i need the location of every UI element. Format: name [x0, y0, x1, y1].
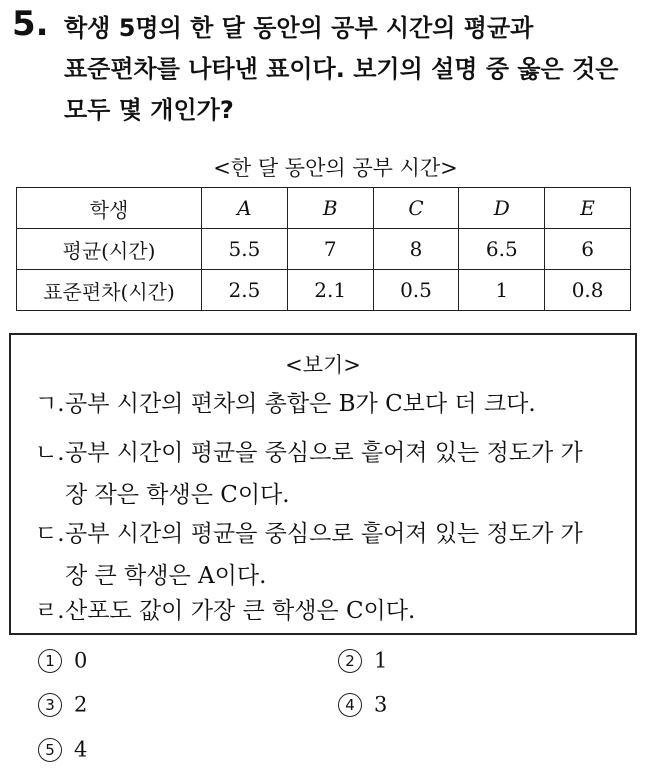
bogi-title: <보기> [285, 353, 361, 377]
bogi-item-text: 공부 시간이 평균을 중심으로 흩어져 있는 정도가 가 [65, 440, 583, 466]
question-number: 5. [12, 4, 49, 44]
table-cell: 표준편차(시간) [17, 270, 202, 311]
table-row-mean [17, 229, 631, 270]
choice-value: 2 [74, 692, 88, 717]
bogi-item-text: 공부 시간의 편차의 총합은 B가 C보다 더 크다. [65, 391, 536, 417]
bogi-item-text: 산포도 값이 가장 큰 학생은 C이다. [65, 598, 416, 624]
choice-value: 4 [74, 737, 88, 762]
table-cell: 0.5 [373, 270, 459, 311]
choice-value: 3 [374, 692, 388, 717]
table-cell: 0.8 [545, 270, 631, 311]
choice-number: 5 [38, 738, 62, 762]
question-text: 학생 5명의 한 달 동안의 공부 시간의 평균과 표준편차를 나타낸 표이다. 보기의 설명 중 옳은 것은 모두 몇 개인가? [64, 14, 619, 124]
table-cell: 6.5 [459, 229, 545, 270]
table-cell: 5.5 [202, 229, 288, 270]
table-row-stddev [17, 270, 631, 311]
table-header-cell: 학생 [17, 188, 202, 229]
choice-4[interactable] [338, 691, 387, 717]
table-cell: 2.1 [287, 270, 373, 311]
table-header-cell: B [287, 188, 373, 229]
bogi-item [35, 590, 625, 632]
bogi-item-text: 공부 시간의 평균을 중심으로 흩어져 있는 정도가 가 [65, 521, 583, 547]
bogi-item-mark: ㄹ. [35, 598, 65, 624]
table-header-cell: D [459, 188, 545, 229]
choice-5[interactable] [38, 736, 87, 762]
table-cell: 2.5 [202, 270, 288, 311]
bogi-box [9, 333, 637, 635]
choice-number: 4 [338, 693, 362, 717]
choice-value: 1 [374, 648, 388, 673]
bogi-item [35, 432, 625, 516]
table-cell: 7 [287, 229, 373, 270]
bogi-item [35, 513, 625, 597]
bogi-item-mark: ㄷ. [35, 521, 65, 547]
choice-number: 2 [338, 649, 362, 673]
choice-2[interactable] [338, 647, 387, 673]
choice-3[interactable] [38, 691, 87, 717]
table-cell: 1 [459, 270, 545, 311]
choice-1[interactable] [38, 647, 87, 673]
table-header-cell: C [373, 188, 459, 229]
table-header-row [17, 188, 631, 229]
bogi-item-text-cont: 장 작은 학생은 C이다. [65, 482, 290, 508]
table-cell: 평균(시간) [17, 229, 202, 270]
choice-value: 0 [74, 648, 88, 673]
table-header-cell: E [545, 188, 631, 229]
choice-number: 3 [38, 693, 62, 717]
table-header-cell: A [202, 188, 288, 229]
table-caption: <한 달 동안의 공부 시간> [213, 156, 458, 180]
choice-number: 1 [38, 649, 62, 673]
table-cell: 6 [545, 229, 631, 270]
table-cell: 8 [373, 229, 459, 270]
bogi-item-mark: ㄴ. [35, 440, 65, 466]
study-time-table [16, 187, 631, 311]
bogi-item-mark: ㄱ. [35, 391, 65, 417]
bogi-item [35, 383, 625, 425]
bogi-item-text-cont: 장 큰 학생은 A이다. [65, 563, 267, 589]
